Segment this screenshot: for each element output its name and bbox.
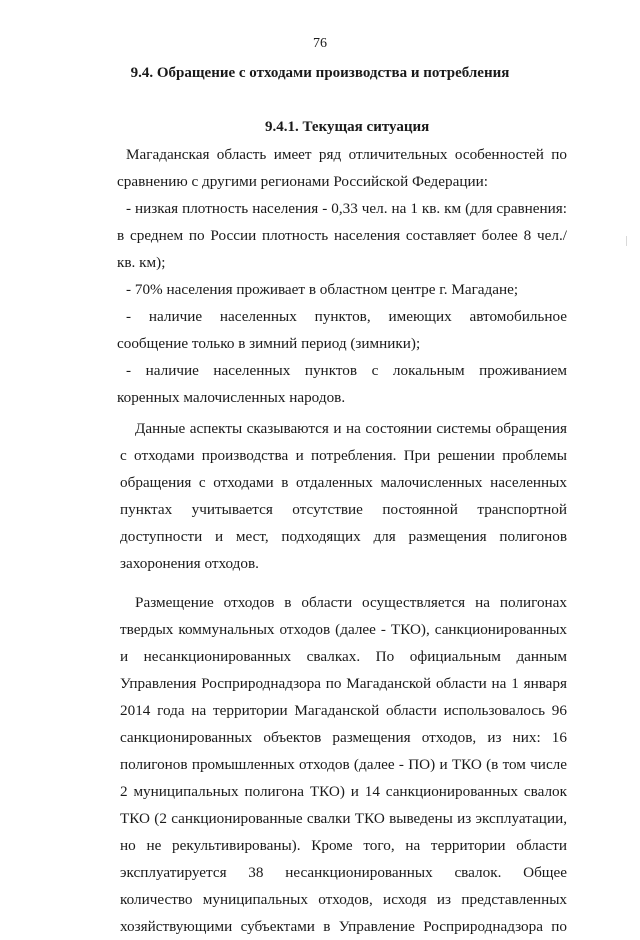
scan-edge-mark [626,236,627,246]
list-item: - наличие населенных пунктов, имеющих автомобильное сообщение только в зимний период (зимники); [117,308,567,352]
subsection-title: 9.4.1. Текущая ситуация [265,119,430,135]
paragraph: Размещение отходов в области осуществляется на полигонах твердых коммунальных отходов (далее - ТКО), санкционированных и несанкционированных свалках. По официальным данным Управления Росприроднадзора по Магаданской области на 1 января 2014 года на территории Магаданской области использовалось 96 санкционированных объектов размещения отходов, из них: 16 полигонов промышленных отходов (далее - ПО) и ТКО (в том числе 2 муниципальных полигона ТКО) и 14 санкционированных свалок ТКО (2 санкционированные свалки ТКО выведены из эксплуатации, но не рекультивированы). Кроме того, на территории области эксплуатируется 38 несанкционированных свалок. Общее количество муниципальных отходов, исходя из представленных хозяйствующими субъектами в Управление Росприроднадзора по [120,594,567,935]
list-item: - наличие населенных пунктов с локальным проживанием коренных малочисленных народов. [117,362,567,406]
page-number: 76 [313,36,327,51]
document-body [117,141,567,940]
list-item: - низкая плотность населения - 0,33 чел. на 1 кв. км (для сравнения: в среднем по России плотность населения составляет более 8 чел./кв. км); [117,200,567,271]
paragraph: Данные аспекты сказываются и на состоянии системы обращения с отходами производства и потребления. При решении проблемы обращения с отходами в отдаленных малочисленных населенных пунктах учитывается отсутствие постоянной транспортной доступности и мест, подходящих для размещения полигонов захоронения отходов. [120,420,567,572]
section-title: 9.4. Обращение с отходами производства и потребления [130,65,510,81]
list-item: - 70% населения проживает в областном центре г. Магадане; [126,281,519,298]
paragraph: Магаданская область имеет ряд отличительных особенностей по сравнению с другими регионами Российской Федерации: [117,146,567,190]
